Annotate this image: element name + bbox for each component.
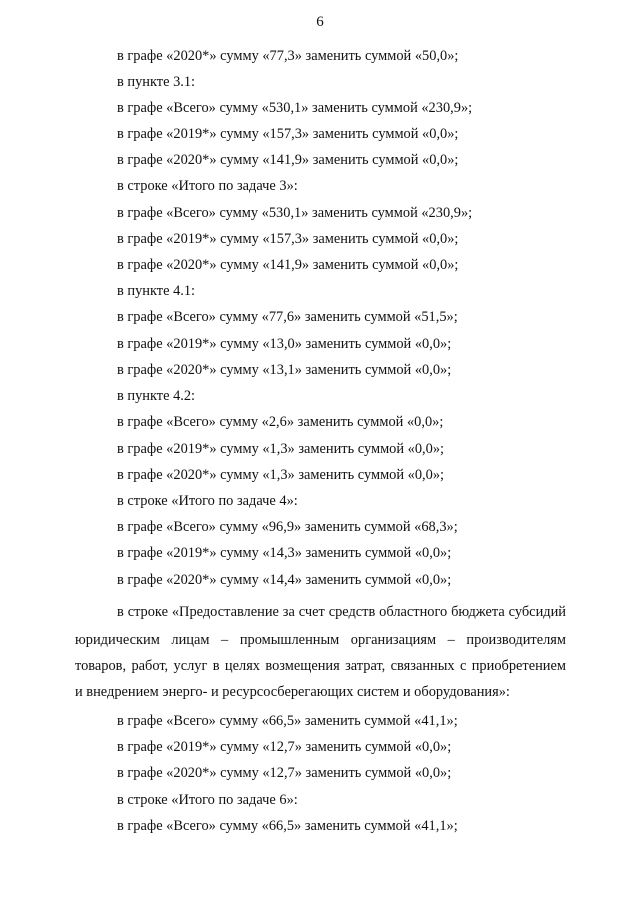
paragraph-line: юридическим лицам – промышленным организациям – производителям xyxy=(75,632,566,648)
text-line: в строке «Итого по задаче 3»: xyxy=(117,178,298,194)
text-line: в графе «2019*» сумму «12,7» заменить суммой «0,0»; xyxy=(117,739,452,755)
text-line: в графе «2020*» сумму «14,4» заменить суммой «0,0»; xyxy=(117,572,452,588)
text-line: в графе «2019*» сумму «13,0» заменить суммой «0,0»; xyxy=(117,336,452,352)
text-line: в графе «Всего» сумму «77,6» заменить суммой «51,5»; xyxy=(117,309,458,325)
text-line: в графе «2019*» сумму «14,3» заменить суммой «0,0»; xyxy=(117,545,452,561)
text-line: в графе «Всего» сумму «66,5» заменить суммой «41,1»; xyxy=(117,818,458,834)
text-line: в пункте 3.1: xyxy=(117,74,196,90)
text-line: в графе «Всего» сумму «66,5» заменить суммой «41,1»; xyxy=(117,713,458,729)
text-line: в графе «2020*» сумму «1,3» заменить суммой «0,0»; xyxy=(117,467,445,483)
text-line: в графе «2019*» сумму «157,3» заменить суммой «0,0»; xyxy=(117,231,459,247)
text-line: в графе «2020*» сумму «13,1» заменить суммой «0,0»; xyxy=(117,362,452,378)
text-line: в графе «Всего» сумму «530,1» заменить суммой «230,9»; xyxy=(117,205,473,221)
paragraph-line: в строке «Предоставление за счет средств областного бюджета субсидий xyxy=(117,604,566,620)
text-line: в графе «2020*» сумму «12,7» заменить суммой «0,0»; xyxy=(117,765,452,781)
text-line: в графе «Всего» сумму «2,6» заменить суммой «0,0»; xyxy=(117,414,444,430)
paragraph-line: и внедрением энерго- и ресурсосберегающих систем и оборудования»: xyxy=(75,684,510,700)
paragraph-line: товаров, работ, услуг в целях возмещения затрат, связанных с приобретением xyxy=(75,658,566,674)
text-line: в строке «Итого по задаче 4»: xyxy=(117,493,298,509)
text-line: в графе «2019*» сумму «1,3» заменить суммой «0,0»; xyxy=(117,441,445,457)
page-number: 6 xyxy=(316,14,324,30)
text-line: в пункте 4.2: xyxy=(117,388,196,404)
text-line: в графе «Всего» сумму «530,1» заменить суммой «230,9»; xyxy=(117,100,473,116)
text-line: в строке «Итого по задаче 6»: xyxy=(117,792,298,808)
text-line: в графе «Всего» сумму «96,9» заменить суммой «68,3»; xyxy=(117,519,458,535)
text-line: в графе «2020*» сумму «141,9» заменить суммой «0,0»; xyxy=(117,152,459,168)
text-line: в графе «2019*» сумму «157,3» заменить суммой «0,0»; xyxy=(117,126,459,142)
text-line: в графе «2020*» сумму «141,9» заменить суммой «0,0»; xyxy=(117,257,459,273)
text-line: в пункте 4.1: xyxy=(117,283,196,299)
text-line: в графе «2020*» сумму «77,3» заменить суммой «50,0»; xyxy=(117,48,459,64)
